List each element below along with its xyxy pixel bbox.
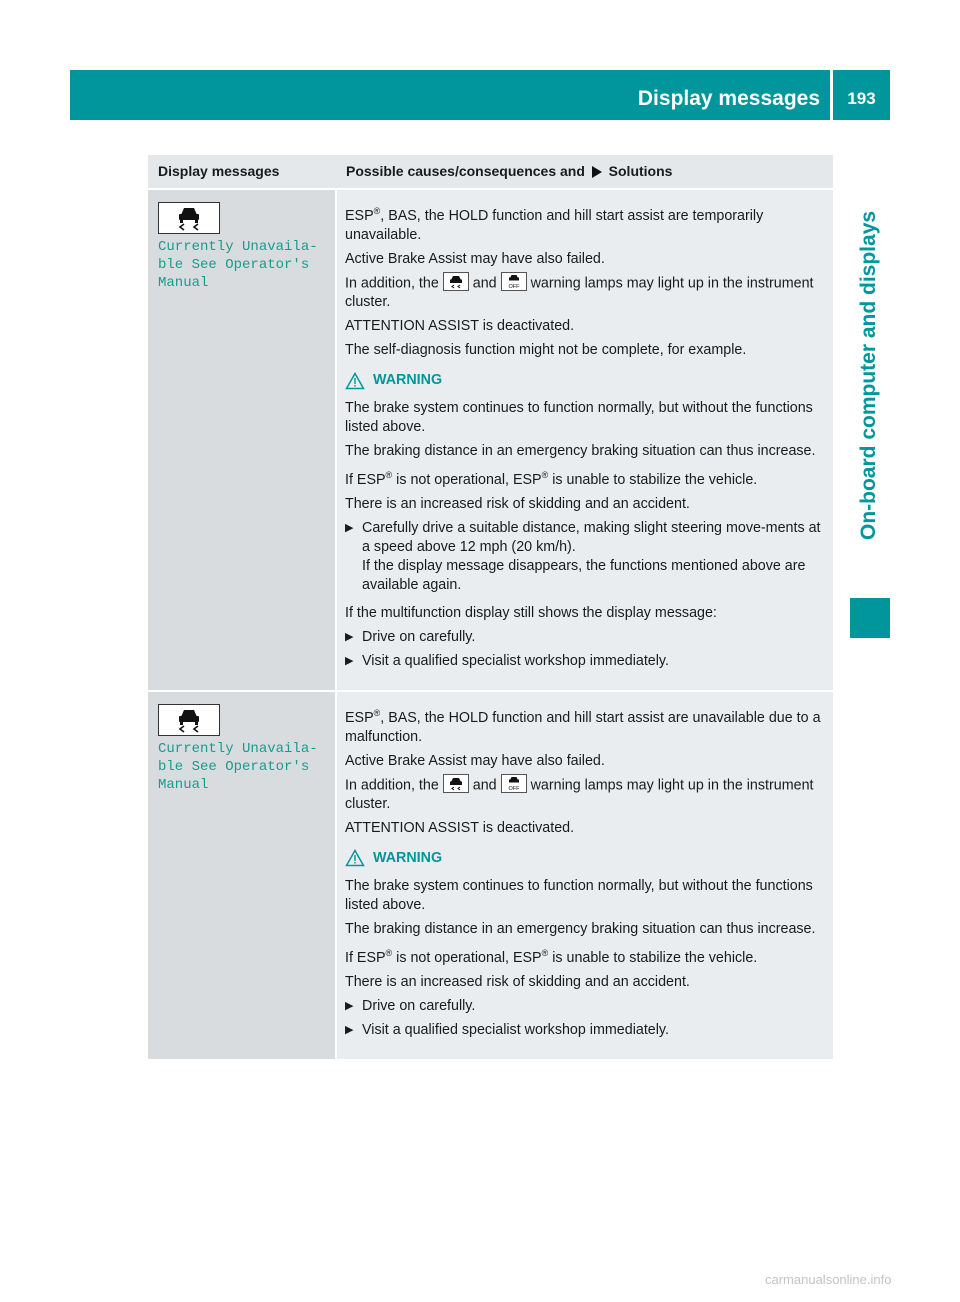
side-section-label — [848, 210, 888, 580]
warning-heading — [345, 371, 825, 390]
side-tab-marker — [850, 598, 890, 638]
paragraph: There is an increased risk of skidding and an accident. — [345, 495, 690, 512]
text: In addition, the — [345, 776, 439, 793]
arrow-right-icon: ▶ — [345, 521, 354, 534]
paragraph: The braking distance in an emergency braking situation can thus increase. — [345, 920, 816, 937]
paragraph — [345, 274, 825, 312]
instruction-step — [345, 1021, 825, 1040]
display-message-cell — [148, 691, 336, 1059]
step-text: If the display message disappears, the functions mentioned above are available again. — [362, 557, 806, 593]
text: is unable to stabilize the vehicle. — [548, 471, 758, 488]
page-number: 193 — [847, 89, 876, 108]
display-message-line: Currently Unavaila‑ — [158, 740, 318, 757]
step-text: Carefully drive a suitable distance, making slight steering move-ments at a speed above 12 mph (20 km/h). — [362, 519, 821, 555]
col-header-display-messages: Display messages — [148, 155, 336, 189]
display-message-line: Currently Unavaila‑ — [158, 239, 318, 255]
warning-heading — [345, 849, 825, 868]
display-messages-table — [148, 155, 833, 1059]
warning-triangle-icon — [345, 372, 365, 390]
paragraph: If the multifunction display still shows the display message: — [345, 604, 717, 621]
esp-warning-lamp-icon — [443, 774, 469, 793]
text: ESP — [345, 709, 374, 726]
text: is not operational, ESP — [392, 949, 542, 966]
esp-warning-lamp-icon — [443, 272, 469, 291]
paragraph: Active Brake Assist may have also failed. — [345, 752, 605, 769]
registered-mark: ® — [385, 947, 393, 958]
step-text: Drive on carefully. — [362, 628, 476, 645]
causes-cell — [336, 691, 833, 1059]
paragraph: The brake system continues to function normally, but without the functions listed above. — [345, 400, 813, 436]
svg-text:OFF: OFF — [508, 785, 520, 792]
paragraph — [345, 944, 825, 968]
text: In addition, the — [345, 275, 439, 292]
registered-mark: ® — [373, 206, 381, 216]
text: , BAS, the HOLD function and hill start assist are temporarily unavailable. — [345, 207, 764, 243]
col-header-causes — [336, 155, 833, 189]
display-message-line: ble See Operator's — [158, 257, 310, 273]
instruction-step — [345, 652, 825, 671]
instruction-step — [345, 628, 825, 647]
paragraph: The brake system continues to function normally, but without the functions listed above. — [345, 877, 813, 913]
registered-mark: ® — [373, 707, 381, 718]
esp-skid-car-icon — [158, 202, 220, 234]
paragraph: There is an increased risk of skidding and an accident. — [345, 973, 690, 990]
arrow-right-icon: ▶ — [345, 1023, 354, 1036]
registered-mark: ® — [385, 470, 393, 481]
text: and — [472, 776, 497, 793]
col-header-solutions-text: Solutions — [608, 163, 673, 179]
arrow-right-icon — [592, 166, 602, 178]
paragraph — [345, 202, 825, 245]
display-message-cell — [148, 189, 336, 691]
table-row — [148, 189, 833, 691]
esp-off-icon — [501, 272, 527, 291]
svg-text:OFF: OFF — [508, 283, 520, 290]
esp-off-icon — [501, 774, 527, 793]
display-message-line: Manual — [158, 275, 209, 291]
esp-skid-car-icon — [158, 704, 220, 736]
paragraph — [345, 466, 825, 490]
text: , BAS, the HOLD function and hill start assist are unavailable due to a malfunction. — [345, 709, 821, 745]
text: and — [472, 275, 497, 292]
step-text: Drive on carefully. — [362, 997, 476, 1014]
instruction-step — [345, 519, 825, 595]
paragraph: The braking distance in an emergency braking situation can thus increase. — [345, 443, 816, 460]
warning-label: WARNING — [373, 372, 443, 389]
page-title: Display messages — [637, 87, 820, 110]
table-row — [148, 691, 833, 1059]
text: warning lamps may light up in the instrument cluster. — [345, 275, 814, 311]
registered-mark: ® — [541, 470, 549, 481]
arrow-right-icon: ▶ — [345, 630, 354, 643]
step-text: Visit a qualified specialist workshop immediately. — [362, 1021, 669, 1038]
text: If ESP — [345, 471, 386, 488]
warning-triangle-icon — [345, 849, 365, 867]
warning-label: WARNING — [373, 849, 443, 866]
display-message-line: Manual — [158, 776, 209, 793]
instruction-step — [345, 997, 825, 1016]
paragraph: ATTENTION ASSIST is deactivated. — [345, 318, 575, 335]
col-header-causes-text: Possible causes/consequences and — [346, 163, 585, 179]
paragraph — [345, 776, 825, 814]
paragraph: Active Brake Assist may have also failed. — [345, 250, 605, 267]
text: ESP — [345, 207, 374, 224]
registered-mark: ® — [541, 947, 549, 958]
paragraph: ATTENTION ASSIST is deactivated. — [345, 819, 575, 836]
arrow-right-icon: ▶ — [345, 654, 354, 667]
step-text: Visit a qualified specialist workshop immediately. — [362, 652, 669, 669]
causes-cell — [336, 189, 833, 691]
display-message-line: ble See Operator's — [158, 758, 310, 775]
side-section-text: On-board computer and displays — [857, 210, 880, 540]
paragraph: The self-diagnosis function might not be complete, for example. — [345, 342, 747, 359]
paragraph — [345, 704, 825, 747]
text: warning lamps may light up in the instrument cluster. — [345, 776, 814, 812]
text: If ESP — [345, 949, 386, 966]
text: is not operational, ESP — [392, 471, 542, 488]
text: is unable to stabilize the vehicle. — [548, 949, 758, 966]
watermark: carmanualsonline.info — [765, 1272, 892, 1287]
arrow-right-icon: ▶ — [345, 999, 354, 1012]
